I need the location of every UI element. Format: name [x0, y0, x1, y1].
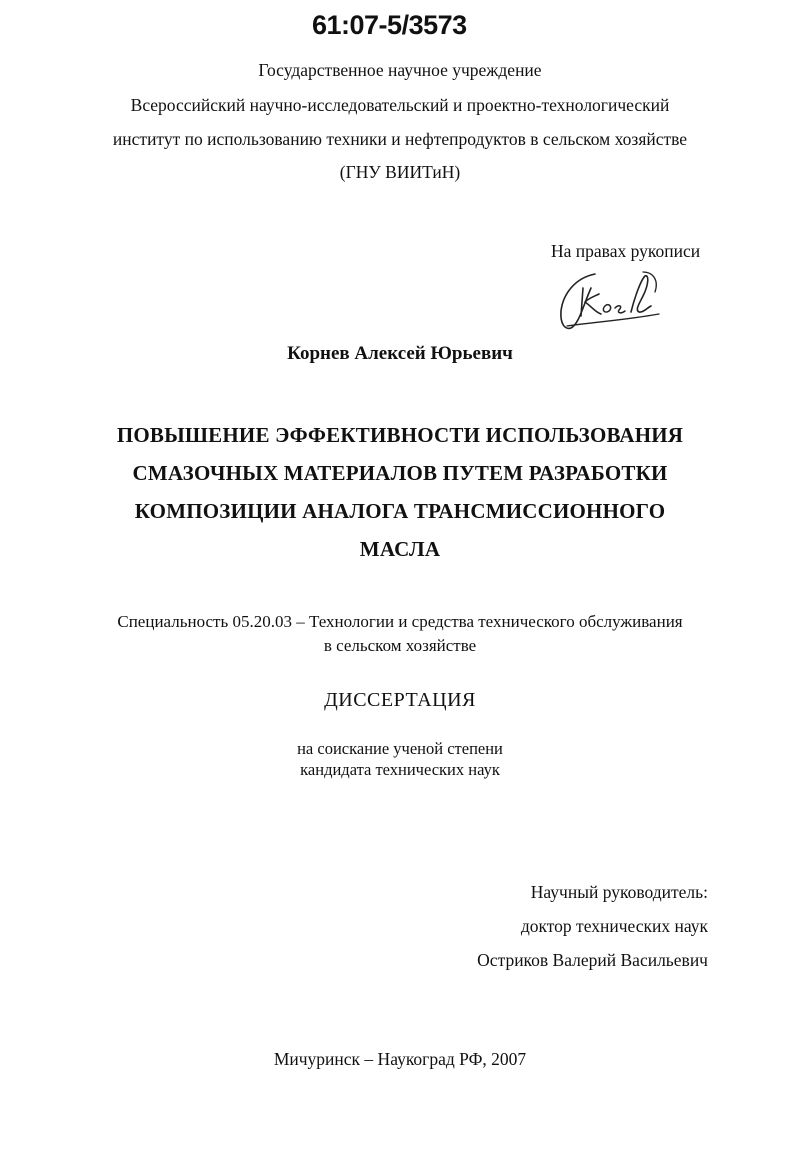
institution-line-2: Всероссийский научно-исследовательский и проектно-технологический [130, 95, 670, 115]
specialty-line-2: в сельском хозяйстве [323, 636, 477, 655]
place-and-year: Мичуринск – Наукоград РФ, 2007 [273, 1049, 527, 1069]
institution-line-3: институт по использованию техники и нефтепродуктов в сельском хозяйстве [112, 129, 688, 149]
specialty-line-1: Специальность 05.20.03 – Технологии и средства технического обслуживания [117, 612, 683, 631]
title-line-3: КОМПОЗИЦИИ АНАЛОГА ТРАНСМИССИОННОГО [134, 499, 666, 523]
archive-code: 61:07-5/3573 [312, 10, 467, 40]
institution-abbreviation: (ГНУ ВИИТиН) [339, 162, 461, 182]
institution-line-1: Государственное научное учреждение [258, 60, 542, 80]
manuscript-rights-note: На правах рукописи [551, 241, 701, 261]
title-line-2: СМАЗОЧНЫХ МАТЕРИАЛОВ ПУТЕМ РАЗРАБОТКИ [132, 461, 668, 485]
work-type: ДИССЕРТАЦИЯ [324, 689, 476, 711]
signature-icon [555, 266, 665, 336]
supervisor-label: Научный руководитель: [530, 882, 708, 902]
degree-line-1: на соискание ученой степени [297, 739, 503, 758]
degree [0, 738, 800, 780]
degree-line-2: кандидата технических наук [300, 760, 500, 779]
title-line-4: МАСЛА [359, 537, 441, 561]
title-line-1: ПОВЫШЕНИЕ ЭФФЕКТИВНОСТИ ИСПОЛЬЗОВАНИЯ [116, 423, 684, 447]
supervisor-degree: доктор технических наук [520, 916, 708, 936]
supervisor-name: Остриков Валерий Васильевич [477, 950, 708, 970]
specialty [0, 610, 800, 658]
author-name: Корнев Алексей Юрьевич [287, 343, 513, 364]
dissertation-title [0, 416, 800, 568]
